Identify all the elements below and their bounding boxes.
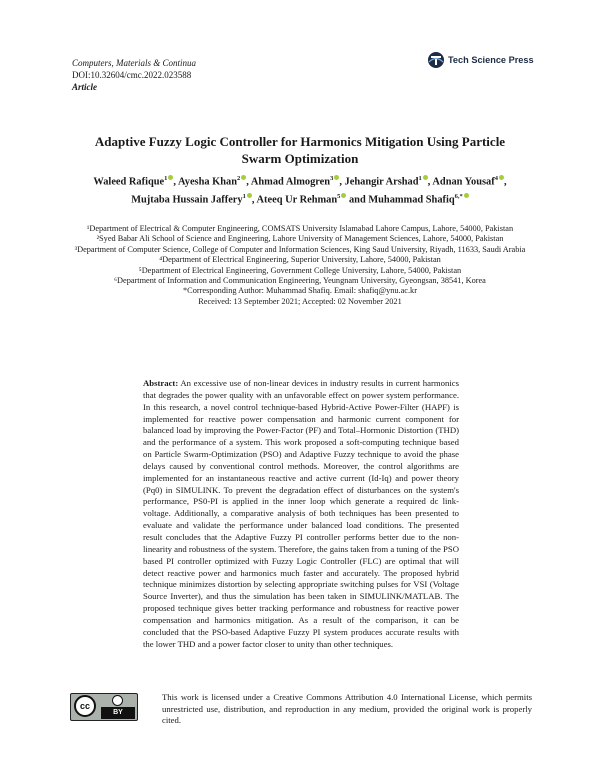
- article-type: Article: [72, 82, 97, 92]
- cc-by-label: BY: [101, 707, 135, 719]
- affiliation-4: ⁴Department of Electrical Engineering, Superior University, Lahore, 54000, Pakistan: [159, 255, 441, 265]
- author-affiliation-sup: 2: [237, 175, 241, 182]
- author-name: Waleed Rafique: [93, 176, 165, 188]
- orcid-icon[interactable]: [423, 175, 428, 180]
- orcid-icon[interactable]: [334, 175, 339, 180]
- author-affiliation-sup: 1: [164, 175, 168, 182]
- affiliation-1: ¹Department of Electrical & Computer Engineering, COMSATS University Islamabad Lahore Campus, Lahore, 54000, Pakistan: [86, 224, 514, 233]
- publisher-logo: [427, 50, 533, 70]
- author-line-1: Waleed Rafique$^1$ , Ayesha Khan$^2$ , Ahmad Almogren$^3$ , Jehangir Arshad$^1$ , Adnan Yousaf$^4$ ,: [93, 175, 507, 188]
- orcid-icon[interactable]: [247, 193, 252, 198]
- author-name: Jehangir Arshad: [344, 176, 419, 188]
- cc-circle-icon: cc: [74, 695, 96, 717]
- abstract-label: Abstract:: [143, 378, 179, 388]
- author-affiliation-sup: 1: [418, 175, 422, 182]
- orcid-icon[interactable]: [464, 193, 469, 198]
- affiliation-2: ²Syed Babar Ali School of Science and Engineering, Lahore University of Management Sciences, Lahore, 54000, Pakistan: [96, 234, 504, 244]
- author-name: Ateeq Ur Rehman: [256, 194, 338, 206]
- paper-title: Adaptive Fuzzy Logic Controller for Harmonics Mitigation Using Particle Swarm Optimization: [94, 134, 506, 166]
- author-name: Muhammad Shafiq: [368, 194, 455, 206]
- creative-commons-by-icon[interactable]: [70, 693, 138, 721]
- orcid-icon[interactable]: [241, 175, 246, 180]
- affiliation-3: ³Department of Computer Science, College of Computer and Information Sciences, King Saud University, Riyadh, 11633, Saudi Arabia: [74, 244, 526, 254]
- author-affiliation-sup: 6,*: [454, 193, 463, 201]
- author-name: Adnan Yousaf: [432, 176, 495, 188]
- author-name: Ahmad Almogren: [250, 176, 331, 188]
- abstract-text: An excessive use of non-linear devices in industry results in current harmonics that degrades the power quality with an unfavorable effect on power system performance. In this research, a novel control technique-based Hybrid-Active Power-Filter (HAPF) is implemented for reactive power compensation and harmonic current component for balanced load by improving the Power-Factor (PF) and Total–Hormonic Distortion (THD) and the performance of a system. This work proposed a soft-computing technique based on Particle Swarm-Optimization (PSO) and Adaptive Fuzzy technique to avoid the phase delays caused by conventional control methods. Moreover, the control algorithms are implemented for an instantaneous reactive and active current (Id-Iq) and power theory (Pq0) in SIMULINK. To prevent the degradation effect of disturbances on the system's performance, PS0-PI is applied in the inner loop which generate a required dc link-voltage. Additionally, a comparative analysis of both techniques has been presented to evaluate and validate the performance under balanced load conditions. The presented result concludes that the Adaptive Fuzzy PI controller performs better due to the non-linearity and robustness of the system. Therefore, the gains taken from a tuning of the PSO based PI controller optimized with Fuzzy Logic Controller (FLC) are optimal that will detect reactive power and harmonics much faster and accurately. The proposed hybrid technique minimizes distortion by selecting appropriate switching pulses for VSI (Voltage Source Inverter), and thus the simulation has been taken in SIMULINK/MATLAB. The proposed technique gives better tracking performance and robustness for reactive power compensation and harmonics mitigation. As a result of the comparison, it can be concluded that the PSO-based Adaptive Fuzzy PI system produces accurate results with the lower THD and a power factor closer to unity than other techniques.: [143, 378, 459, 649]
- affiliations: [60, 224, 540, 307]
- author-affiliation-sup: 4: [494, 175, 498, 182]
- doi: DOI:10.32604/cmc.2022.023588: [72, 70, 192, 80]
- affiliation-6: ⁶Department of Information and Communication Engineering, Yeungnam University, Gyeongsan, 38541, Korea: [114, 276, 486, 286]
- publisher-name: Tech Science Press: [448, 55, 534, 65]
- author-affiliation-sup: 1: [242, 193, 246, 201]
- author-name: Ayesha Khan: [178, 176, 238, 188]
- orcid-icon[interactable]: [341, 193, 346, 198]
- abstract: [143, 378, 459, 650]
- author-name: Mujtaba Hussain Jaffery: [131, 194, 243, 206]
- person-icon: [112, 695, 123, 706]
- affiliation-5: ⁵Department of Electrical Engineering, Government College University, Lahore, 54000, Pakistan: [138, 265, 462, 275]
- author-line-2: Mujtaba Hussain Jaffery$^1$ , Ateeq Ur Rehman$^5$ and Muhammad Shafiq$^{6,*}$: [82, 189, 518, 207]
- author-list: [82, 171, 518, 208]
- license-text: This work is licensed under a Creative Commons Attribution 4.0 International License, which permits unrestricted use, distribution, and reproduction in any medium, provided the original work is properly cited.: [162, 692, 532, 725]
- journal-name: Computers, Materials & Continua: [72, 58, 197, 68]
- author-affiliation-sup: 3: [330, 175, 334, 182]
- orcid-icon[interactable]: [499, 175, 504, 180]
- journal-header: [72, 57, 196, 93]
- received-accepted-dates: Received: 13 September 2021; Accepted: 02 November 2021: [198, 296, 402, 306]
- author-affiliation-sup: 5: [337, 193, 341, 201]
- orcid-icon[interactable]: [168, 175, 173, 180]
- tech-science-press-logo-icon: [427, 51, 445, 69]
- corresponding-author: *Corresponding Author: Muhammad Shafiq. Email: shafiq@ynu.ac.kr: [183, 286, 417, 296]
- license-block: [70, 691, 532, 727]
